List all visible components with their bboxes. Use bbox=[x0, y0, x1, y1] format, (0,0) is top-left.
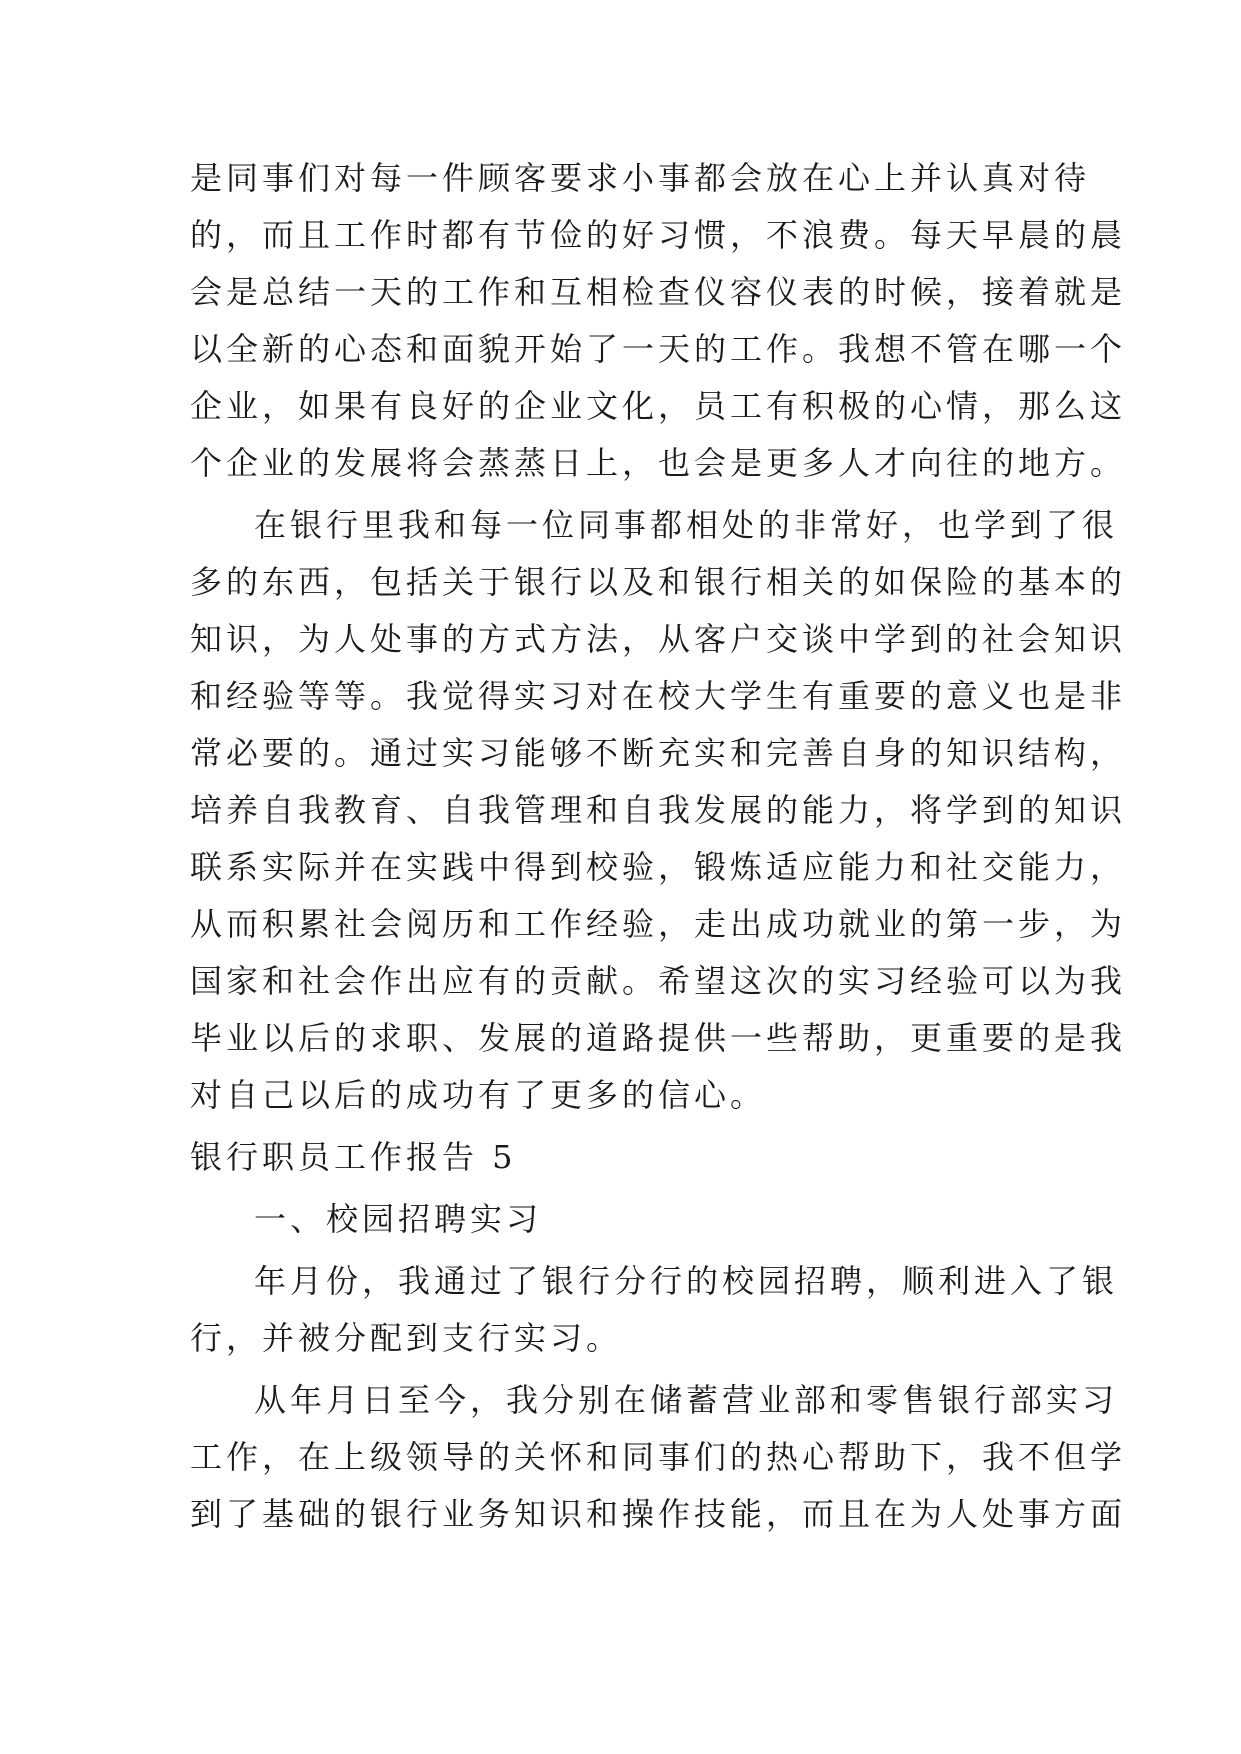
text-line: 个企业的发展将会蒸蒸日上，也会是更多人才向往的地方。 bbox=[190, 444, 1127, 482]
text-line: 会是总结一天的工作和互相检查仪容仪表的时候，接着就是 bbox=[190, 273, 1127, 311]
text-line: 国家和社会作出应有的贡献。希望这次的实习经验可以为我 bbox=[190, 962, 1127, 1000]
text-line: 毕业以后的求职、发展的道路提供一些帮助，更重要的是我 bbox=[190, 1019, 1127, 1057]
text-line: 对自己以后的成功有了更多的信心。 bbox=[190, 1076, 767, 1114]
section-heading: 银行职员工作报告 5 bbox=[190, 1138, 517, 1176]
text-line: 培养自我教育、自我管理和自我发展的能力，将学到的知识 bbox=[190, 791, 1127, 829]
text-line: 联系实际并在实践中得到校验，锻炼适应能力和社交能力， bbox=[190, 848, 1127, 886]
text-line: 从而积累社会阅历和工作经验，走出成功就业的第一步，为 bbox=[190, 905, 1127, 943]
paragraph-first-line: 从年月日至今，我分别在储蓄营业部和零售银行部实习 bbox=[254, 1381, 1119, 1419]
text-line: 是同事们对每一件顾客要求小事都会放在心上并认真对待 bbox=[190, 159, 1091, 197]
paragraph-first-line: 在银行里我和每一位同事都相处的非常好，也学到了很 bbox=[254, 506, 1119, 544]
subsection-heading: 一、校园招聘实习 bbox=[254, 1200, 543, 1238]
text-line: 以全新的心态和面貌开始了一天的工作。我想不管在哪一个 bbox=[190, 330, 1127, 368]
text-line: 和经验等等。我觉得实习对在校大学生有重要的意义也是非 bbox=[190, 677, 1127, 715]
text-line: 行，并被分配到支行实习。 bbox=[190, 1319, 623, 1357]
text-line: 企业，如果有良好的企业文化，员工有积极的心情，那么这 bbox=[190, 387, 1127, 425]
text-line: 工作，在上级领导的关怀和同事们的热心帮助下，我不但学 bbox=[190, 1438, 1127, 1476]
text-line: 常必要的。通过实习能够不断充实和完善自身的知识结构， bbox=[190, 734, 1127, 772]
paragraph-first-line: 年月份，我通过了银行分行的校园招聘，顺利进入了银 bbox=[254, 1262, 1119, 1300]
text-line: 多的东西，包括关于银行以及和银行相关的如保险的基本的 bbox=[190, 563, 1127, 601]
text-line: 知识，为人处事的方式方法，从客户交谈中学到的社会知识 bbox=[190, 620, 1127, 658]
text-line: 的，而且工作时都有节俭的好习惯，不浪费。每天早晨的晨 bbox=[190, 216, 1127, 254]
text-line: 到了基础的银行业务知识和操作技能，而且在为人处事方面 bbox=[190, 1495, 1127, 1533]
